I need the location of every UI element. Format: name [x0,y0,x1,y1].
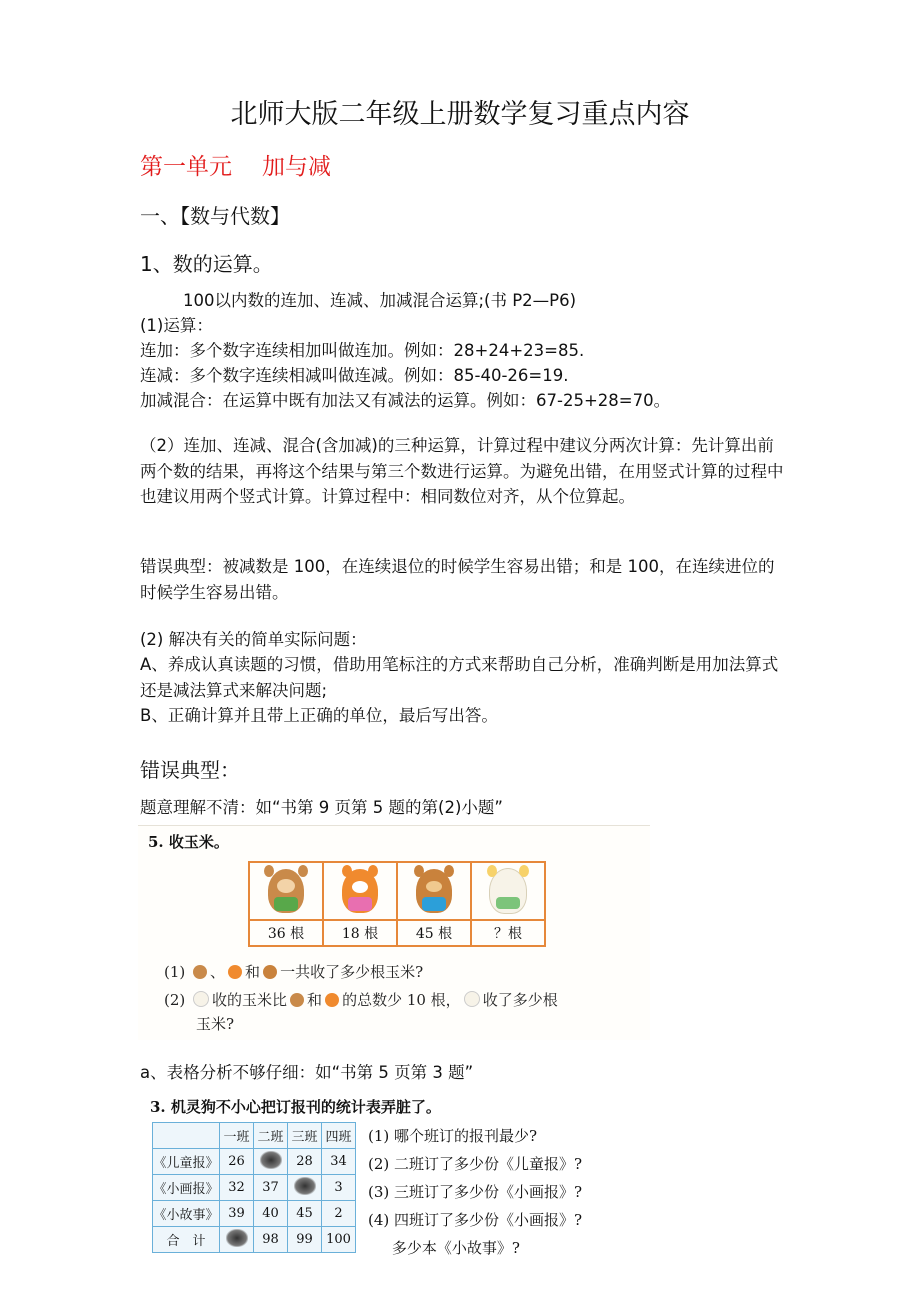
q1-number: (1) [164,963,186,981]
newspaper-questions [368,1122,582,1262]
table-header: 一班 [220,1123,254,1149]
bear-cell [397,862,471,920]
q2-text-c: 的总数少 10 根， [342,991,461,1009]
table-cell: 32 [220,1175,254,1201]
goat-mini-icon [193,991,209,1007]
q2-text-d: 收了多少根 [482,991,558,1009]
newspaper-question: (4) 四班订了多少份《小画报》? [368,1211,583,1229]
corn-value-bear: 45 根 [397,920,471,946]
corn-value-fox: 18 根 [323,920,397,946]
page-title: 北师大版二年级上册数学复习重点内容 [230,99,690,130]
monkey-icon [268,869,304,913]
table-cell: 100 [322,1227,356,1253]
table-cell: 40 [254,1201,288,1227]
fox-mini-icon [228,965,242,979]
monkey-mini-icon [193,965,207,979]
unit-name: 加与减 [262,154,331,180]
bear-mini-icon [263,965,277,979]
newspaper-question: (3) 三班订了多少份《小画报》? [368,1183,583,1201]
table-cell: 99 [288,1227,322,1253]
table-header: 四班 [322,1123,356,1149]
table-row [153,1227,356,1253]
table-cell: 37 [254,1175,288,1201]
table-cell: 34 [322,1149,356,1175]
corn-value-goat: ？根 [471,920,545,946]
op-line-add: 连加：多个数字连续相加叫做连加。例如：28+24+23=85. [140,341,585,360]
corn-problem-figure [138,825,650,1040]
corn-question-1: (1) 、 和 一共收了多少根玉米? [164,963,424,981]
ink-smudge [288,1175,322,1201]
op-line-mixed: 加减混合：在运算中既有加法又有减法的运算。例如：67-25+28=70。 [140,391,671,410]
method-paragraph: （2）连加、连减、混合(含加减)的三种运算，计算过程中建议分两次计算：先计算出前两个数的结果，再将这个结果与第三个数进行运算。为避免出错，在用竖式计算的过程中也建议用两个竖式计算。计算过程中：相同数位对齐，从个位算起。 [140,436,784,506]
table-row [153,1149,356,1175]
unit-number: 第一单元 [140,154,232,180]
scope-line: 100以内数的连加、连减、加减混合运算;(书 P2—P6) [183,291,577,310]
corn-value-monkey: 36 根 [249,920,323,946]
op-line-sub: 连减：多个数字连续相减叫做连减。例如：85-40-26=19. [140,366,569,385]
table-cell: 98 [254,1227,288,1253]
row-label: 《儿童报》 [153,1149,220,1175]
error-example-2: a、表格分析不够仔细：如“书第 5 页第 3 题” [140,1063,474,1082]
table-cell: 28 [288,1149,322,1175]
table-cell: 26 [220,1149,254,1175]
goat-icon [489,868,527,914]
error-heading: 错误典型： [140,758,240,782]
newspaper-problem-heading: 3. 机灵狗不小心把订报刊的统计表弄脏了。 [150,1098,441,1116]
table-cell: 45 [288,1201,322,1227]
monkey-mini-icon [290,993,304,1007]
table-header: 三班 [288,1123,322,1149]
fox-cell [323,862,397,920]
section-heading: 一、【数与代数】 [140,204,290,228]
problem-a: A、养成认真读题的习惯，借助用笔标注的方式来帮助自己分析，准确判断是用加法算式还是减法算式来解决问题; [140,655,779,700]
table-cell: 3 [322,1175,356,1201]
fox-icon [342,869,378,913]
unit-heading [140,148,331,181]
newspaper-question: 多少本《小故事》? [368,1239,520,1257]
error-example-1: 题意理解不清：如“书第 9 页第 5 题的第(2)小题” [140,798,503,817]
newspaper-question: (1) 哪个班订的报刊最少? [368,1127,538,1145]
table-header-row [153,1123,356,1149]
newspaper-problem-figure [138,1092,658,1272]
q2-number: (2) [164,991,186,1009]
problems-head: (2) 解决有关的简单实际问题： [140,630,367,649]
error-note: 错误典型：被减数是 100，在连续退位的时候学生容易出错；和是 100，在连续进位的时候学生容易出错。 [140,557,775,602]
row-label: 《小故事》 [153,1201,220,1227]
row-label: 合 计 [153,1227,220,1253]
table-cell: 39 [220,1201,254,1227]
q1-and: 和 [245,963,261,981]
newspaper-table [152,1122,356,1253]
monkey-cell [249,862,323,920]
figure-divider [138,825,650,826]
q1-text: 一共收了多少根玉米? [280,963,424,981]
q2-text-a: 收的玉米比 [212,991,288,1009]
ink-smudge [254,1149,288,1175]
subsection-heading: 1、数的运算。 [140,252,273,276]
bear-icon [416,869,452,913]
fox-mini-icon [325,993,339,1007]
goat-cell [471,862,545,920]
table-row [153,1201,356,1227]
table-corner [153,1123,220,1149]
goat-mini-icon [464,991,480,1007]
row-label: 《小画报》 [153,1175,220,1201]
table-header: 二班 [254,1123,288,1149]
op-head: (1)运算： [140,316,213,335]
newspaper-question: (2) 二班订了多少份《儿童报》? [368,1155,583,1173]
problem-b: B、正确计算并且带上正确的单位，最后写出答。 [140,706,498,725]
q2-and: 和 [307,991,323,1009]
table-row [153,1175,356,1201]
ink-smudge [220,1227,254,1253]
corn-question-2-line2: 玉米? [196,1015,235,1033]
table-cell: 2 [322,1201,356,1227]
corn-table [248,861,546,947]
corn-question-2 [164,989,558,1010]
corn-problem-heading: 5. 收玉米。 [148,833,229,851]
